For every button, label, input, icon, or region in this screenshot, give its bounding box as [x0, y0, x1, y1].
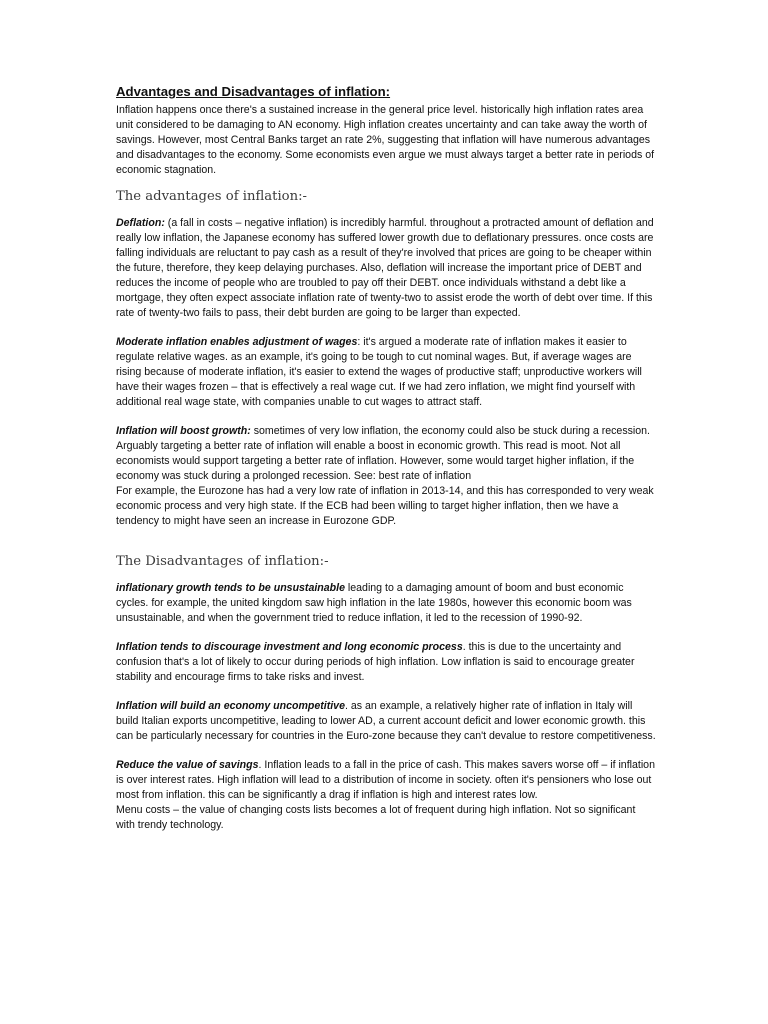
- paragraph-text: . this is due to the uncertainty and confusion that's a lot of likely to occur during periods of high inflation. Low inflation is said to encourage greater stability and encourage firms to take risks and invest.: [116, 641, 635, 683]
- disadvantages-heading: The Disadvantages of inflation:-: [116, 554, 329, 569]
- disadvantage-paragraph-investment: [116, 640, 656, 685]
- paragraph-text: sometimes of very low inflation, the economy could also be stuck during a recession. Arguably targeting a better rate of inflation will enable a boost in economic growth. This read is moot. Not all economists would support targeting a better rate of inflation. However, some would target higher inflation, if the economy was stuck during a prolonged recession. See: best rate of inflation: [116, 425, 650, 482]
- paragraph-text: . Inflation leads to a fall in the price of cash. This makes savers worse off – if inflation is over interest rates. High inflation will lead to a distribution of income in society. often it's pensioners who lose out most from inflation. this can be significantly a drag if inflation is high and interest rates low.: [116, 759, 655, 801]
- paragraph-lead: Inflation tends to discourage investment and long economic process: [116, 641, 463, 653]
- advantage-paragraph-growth: [116, 424, 656, 484]
- paragraph-text: (a fall in costs – negative inflation) is incredibly harmful. throughout a protracted amount of deflation and really low inflation, the Japanese economy has suffered lower growth due to deflationary pressures. once costs are falling individuals are reluctant to pay cash as a result of they're involved that prices are going to be cheaper within the future, therefore, they keep delaying purchases. Also, deflation will increase the important price of DEBT and reduces the income of people who are troubled to pay off their DEBT. once individuals withstand a debt like a mortgage, they often expect associate inflation rate of twenty-two to assist erode the worth of debt over time. If this rate of twenty-two fails to pass, their debt burden are going to be larger than expected.: [116, 217, 654, 319]
- disadvantage-paragraph-unsustainable: [116, 581, 656, 626]
- paragraph-lead: Inflation will boost growth:: [116, 425, 251, 437]
- paragraph-lead: Moderate inflation enables adjustment of wages: [116, 336, 358, 348]
- intro-paragraph: Inflation happens once there's a sustained increase in the general price level. historically high inflation rates area unit considered to be damaging to AN economy. High inflation creates uncertainty and can take away the worth of savings. However, most Central Banks target an rate 2%, suggesting that inflation will have numerous advantages and disadvantages to the economy. Some economists even argue we must always target a better rate in periods of economic stagnation.: [116, 104, 655, 176]
- paragraph-lead: Inflation will build an economy uncompetitive: [116, 700, 345, 712]
- disadvantage-paragraph-savings: [116, 758, 656, 803]
- paragraph-text: : it's argued a moderate rate of inflation makes it easier to regulate relative wages. as an example, it's going to be tough to cut nominal wages. But, if average wages are rising because of moderate inflation, it's easier to extend the wages of productive staff; unproductive workers will have their wages frozen – that is effectively a real wage cut. If we had zero inflation, we might find yourself with additional real wage state, with companies unable to cut wages to attract staff.: [116, 336, 642, 408]
- disadvantage-paragraph-menu-costs: Menu costs – the value of changing costs lists becomes a lot of frequent during high inflation. Not so significant with trendy technology.: [116, 804, 636, 831]
- advantages-heading: The advantages of inflation:-: [116, 189, 307, 204]
- paragraph-text: . as an example, a relatively higher rate of inflation in Italy will build Italian exports uncompetitive, leading to lower AD, a current account deficit and lower economic growth. this can be particularly necessary for countries in the Euro-zone because they can't devalue to restore competitiveness.: [116, 700, 656, 742]
- advantage-paragraph-wages: [116, 335, 656, 410]
- advantage-paragraph-eurozone: For example, the Eurozone has had a very low rate of inflation in 2013-14, and this has corresponded to very weak economic process and very high state. If the ECB had been willing to target higher inflation, then we have a tendency to might have seen an increase in Eurozone GDP.: [116, 485, 654, 527]
- advantage-paragraph-deflation: [116, 216, 656, 321]
- paragraph-text: leading to a damaging amount of boom and bust economic cycles. for example, the united kingdom saw high inflation in the late 1980s, however this economic boom was unsustainable, and when the government tried to reduce inflation, it led to the recession of 1990-92.: [116, 582, 632, 624]
- paragraph-lead: Deflation:: [116, 217, 165, 229]
- document-title: Advantages and Disadvantages of inflation:: [116, 84, 391, 99]
- disadvantage-paragraph-uncompetitive: [116, 699, 656, 744]
- paragraph-lead: inflationary growth tends to be unsustainable: [116, 582, 345, 594]
- paragraph-lead: Reduce the value of savings: [116, 759, 259, 771]
